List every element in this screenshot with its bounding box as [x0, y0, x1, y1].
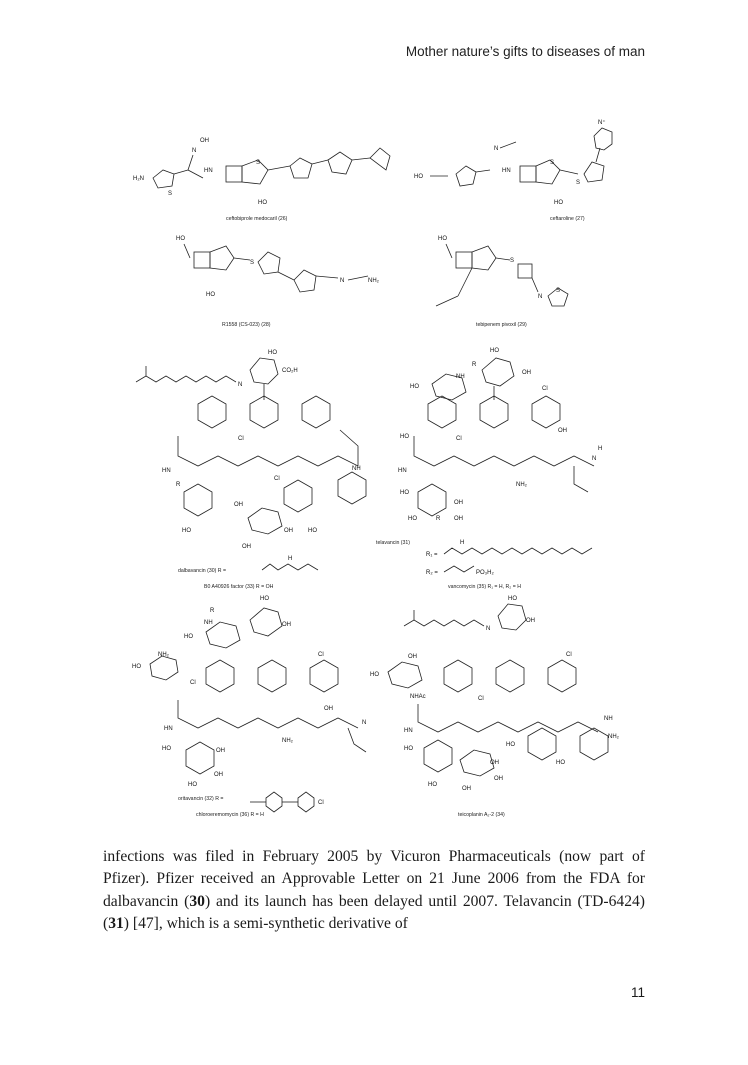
svg-text:HO: HO: [268, 350, 277, 356]
svg-text:HO: HO: [370, 672, 379, 678]
svg-text:OH: OH: [454, 500, 463, 506]
svg-text:HO: HO: [428, 782, 437, 788]
caption-oritavancin: oritavancin (32) R =: [178, 796, 224, 802]
svg-text:NH: NH: [604, 716, 613, 722]
svg-text:NHAc: NHAc: [410, 694, 426, 700]
svg-text:S: S: [556, 288, 561, 294]
svg-text:HN: HN: [162, 468, 171, 474]
svg-text:N: N: [192, 148, 197, 154]
svg-text:NH: NH: [352, 466, 361, 472]
svg-text:HO: HO: [404, 746, 413, 752]
structure-telavancin: [376, 348, 602, 590]
caption-dalbavancin: dalbavancin (30) R =: [178, 568, 227, 574]
svg-text:S: S: [510, 258, 515, 264]
svg-text:N: N: [494, 146, 499, 152]
svg-text:Cl: Cl: [566, 652, 572, 658]
svg-text:HO: HO: [506, 742, 515, 748]
svg-text:HN: HN: [502, 168, 511, 174]
svg-text:NH₂: NH₂: [158, 652, 169, 658]
svg-text:HO: HO: [182, 528, 191, 534]
svg-text:NH: NH: [456, 374, 465, 380]
svg-text:NH₂: NH₂: [368, 278, 379, 284]
caption-telavancin: telavancin (31): [376, 540, 411, 546]
svg-text:OH: OH: [200, 138, 209, 144]
svg-text:Cl: Cl: [478, 696, 484, 702]
svg-text:HO: HO: [260, 596, 269, 602]
page-number: 11: [630, 985, 645, 1000]
svg-text:H: H: [460, 540, 465, 546]
svg-text:OH: OH: [282, 622, 291, 628]
caption-tebipenem: tebipenem pivoxil (29): [476, 322, 527, 328]
svg-text:NH₂: NH₂: [282, 738, 293, 744]
svg-text:Cl: Cl: [456, 436, 462, 442]
svg-text:HO: HO: [162, 746, 171, 752]
paragraph-text-3: ) [47], which is a semi-synthetic derivative of: [123, 915, 408, 933]
svg-text:S: S: [168, 191, 173, 197]
svg-text:HO: HO: [400, 434, 409, 440]
svg-text:OH: OH: [408, 654, 417, 660]
caption-teicoplanin: teicoplanin A₂-2 (34): [458, 812, 505, 818]
svg-text:N: N: [592, 456, 597, 462]
svg-text:HO: HO: [258, 200, 267, 206]
svg-text:HN: HN: [404, 728, 413, 734]
svg-text:R: R: [472, 362, 477, 368]
svg-text:OH: OH: [526, 618, 535, 624]
svg-text:OH: OH: [522, 370, 531, 376]
caption-vancomycin: vancomycin (35) R₁ = H, R₂ = H: [448, 584, 521, 590]
body-paragraph: [103, 846, 645, 936]
svg-text:NH₂: NH₂: [608, 734, 619, 740]
svg-text:S: S: [550, 160, 555, 166]
svg-text:OH: OH: [242, 544, 251, 550]
svg-text:OH: OH: [214, 772, 223, 778]
svg-text:HO: HO: [556, 760, 565, 766]
svg-text:R₂ =: R₂ =: [426, 570, 438, 576]
svg-text:CO₂H: CO₂H: [282, 368, 298, 374]
structure-ceftaroline: [414, 119, 612, 222]
svg-text:Cl: Cl: [190, 680, 196, 686]
svg-text:OH: OH: [490, 760, 499, 766]
compound-ref-30: 30: [189, 892, 205, 910]
svg-text:OH: OH: [216, 748, 225, 754]
svg-text:HO: HO: [188, 782, 197, 788]
svg-text:S: S: [256, 160, 261, 166]
caption-r1558: R1558 (CS-023) (28): [222, 322, 271, 328]
svg-text:HO: HO: [554, 200, 563, 206]
svg-text:HO: HO: [414, 174, 423, 180]
svg-text:OH: OH: [454, 516, 463, 522]
svg-text:R: R: [176, 482, 181, 488]
svg-text:S: S: [250, 260, 255, 266]
svg-text:N: N: [538, 294, 543, 300]
svg-text:Cl: Cl: [238, 436, 244, 442]
structure-ceftobiprole: [133, 138, 390, 222]
svg-text:OH: OH: [494, 776, 503, 782]
svg-text:PO₃H₂: PO₃H₂: [476, 570, 494, 576]
svg-text:N: N: [238, 382, 243, 388]
svg-text:OH: OH: [324, 706, 333, 712]
svg-text:Cl: Cl: [274, 476, 280, 482]
svg-text:OH: OH: [234, 502, 243, 508]
svg-text:R: R: [210, 608, 215, 614]
svg-text:OH: OH: [558, 428, 567, 434]
svg-text:HN: HN: [164, 726, 173, 732]
svg-text:HO: HO: [308, 528, 317, 534]
caption-chloroeremomycin: chloroeremomycin (36) R = H: [196, 812, 264, 818]
paragraph-text-2: ) and its launch has been delayed until 2007. Telavancin (TD-6424) (: [103, 892, 645, 933]
svg-text:HO: HO: [438, 236, 447, 242]
svg-text:R₁ =: R₁ =: [426, 552, 438, 558]
caption-ceftaroline: ceftaroline (27): [550, 216, 585, 222]
svg-text:NH₂: NH₂: [516, 482, 527, 488]
svg-text:HO: HO: [410, 384, 419, 390]
svg-text:HO: HO: [400, 490, 409, 496]
caption-ba40926: B0 A40926 factor (33) R = OH: [204, 584, 274, 590]
svg-text:OH: OH: [284, 528, 293, 534]
svg-text:HO: HO: [408, 516, 417, 522]
svg-text:HO: HO: [132, 664, 141, 670]
svg-text:Cl: Cl: [318, 652, 324, 658]
structure-oritavancin: [132, 596, 366, 818]
svg-text:Cl: Cl: [542, 386, 548, 392]
svg-text:N: N: [340, 278, 345, 284]
svg-text:HO: HO: [206, 292, 215, 298]
svg-text:R: R: [436, 516, 441, 522]
svg-text:N: N: [362, 720, 367, 726]
structure-teicoplanin: [370, 596, 620, 818]
structure-tebipenem: [436, 236, 568, 328]
svg-text:HO: HO: [508, 596, 517, 602]
svg-text:S: S: [576, 180, 581, 186]
svg-text:HN: HN: [398, 468, 407, 474]
svg-text:N: N: [486, 626, 491, 632]
running-head: Mother nature’s gifts to diseases of man: [405, 44, 645, 59]
compound-ref-31: 31: [108, 915, 124, 933]
caption-ceftobiprole: ceftobiprole medocaril (26): [226, 216, 288, 222]
svg-text:H: H: [598, 446, 603, 452]
svg-text:NH: NH: [204, 620, 213, 626]
svg-text:OH: OH: [462, 786, 471, 792]
chemical-structures-figure: [118, 100, 638, 820]
svg-text:H: H: [288, 556, 293, 562]
paragraph-text-1: infections was filed in February 2005 by Vicuron Pharmaceuticals (now part of Pfizer). Pfizer received an Approvable Letter on 21 June 2006 from the FDA for dalbavancin (: [103, 848, 645, 910]
svg-text:HO: HO: [490, 348, 499, 354]
svg-text:N⁺: N⁺: [598, 120, 606, 126]
svg-text:Cl: Cl: [318, 800, 324, 806]
structure-dalbavancin: [136, 350, 366, 590]
svg-text:HO: HO: [184, 634, 193, 640]
svg-text:HO: HO: [176, 236, 185, 242]
svg-text:H₂N: H₂N: [133, 176, 144, 182]
svg-text:HN: HN: [204, 168, 213, 174]
structure-r1558: [176, 236, 380, 328]
